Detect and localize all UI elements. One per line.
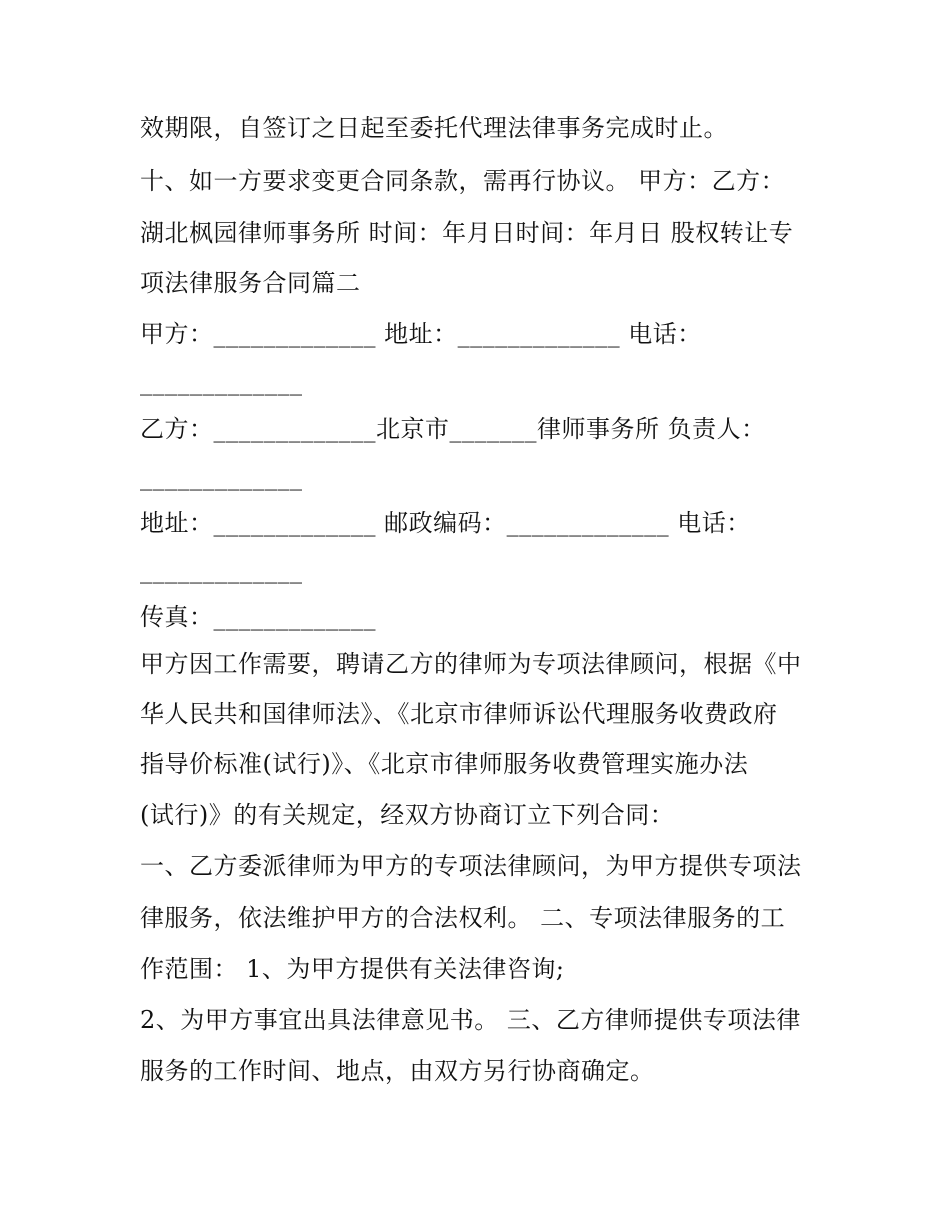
text-line: 项法律服务合同篇二 bbox=[140, 269, 361, 297]
text-line: (试行)》的有关规定，经双方协商订立下列合同： bbox=[140, 801, 675, 829]
text-line: 指导价标准(试行)》、《北京市律师服务收费管理实施办法 bbox=[140, 750, 749, 778]
form-line-fax: 传真：_____________ bbox=[140, 603, 376, 631]
form-line-blank: _____________ bbox=[140, 556, 303, 584]
text-line: 效期限，自签订之日起至委托代理法律事务完成时止。 bbox=[140, 114, 728, 142]
form-line-address: 地址：_____________ 邮政编码：_____________ 电话： bbox=[140, 509, 751, 537]
text-line: 华人民共和国律师法》、《北京市律师诉讼代理服务收费政府 bbox=[140, 700, 778, 728]
form-line-blank: _____________ bbox=[140, 368, 303, 396]
text-line: 十、如一方要求变更合同条款，需再行协议。 甲方：乙方： bbox=[140, 167, 786, 195]
form-line-party-b: 乙方：_____________北京市_______律师事务所 负责人： bbox=[140, 415, 766, 443]
text-line: 作范围： 1、为甲方提供有关法律咨询; bbox=[140, 955, 565, 983]
text-line: 一、乙方委派律师为甲方的专项法律顾问，为甲方提供专项法 bbox=[140, 852, 802, 880]
form-line-party-a: 甲方：_____________ 地址：_____________ 电话： bbox=[140, 320, 702, 348]
text-line: 律服务，依法维护甲方的合法权利。 二、专项法律服务的工 bbox=[140, 904, 786, 932]
text-line: 服务的工作时间、地点，由双方另行协商确定。 bbox=[140, 1057, 655, 1085]
text-line: 甲方因工作需要，聘请乙方的律师为专项法律顾问，根据《中 bbox=[140, 650, 802, 678]
form-line-blank: _____________ bbox=[140, 463, 303, 491]
text-line: 湖北枫园律师事务所 时间：年月日时间：年月日 股权转让专 bbox=[140, 219, 794, 247]
text-line: 2、为甲方事宜出具法律意见书。 三、乙方律师提供专项法律 bbox=[140, 1006, 801, 1034]
